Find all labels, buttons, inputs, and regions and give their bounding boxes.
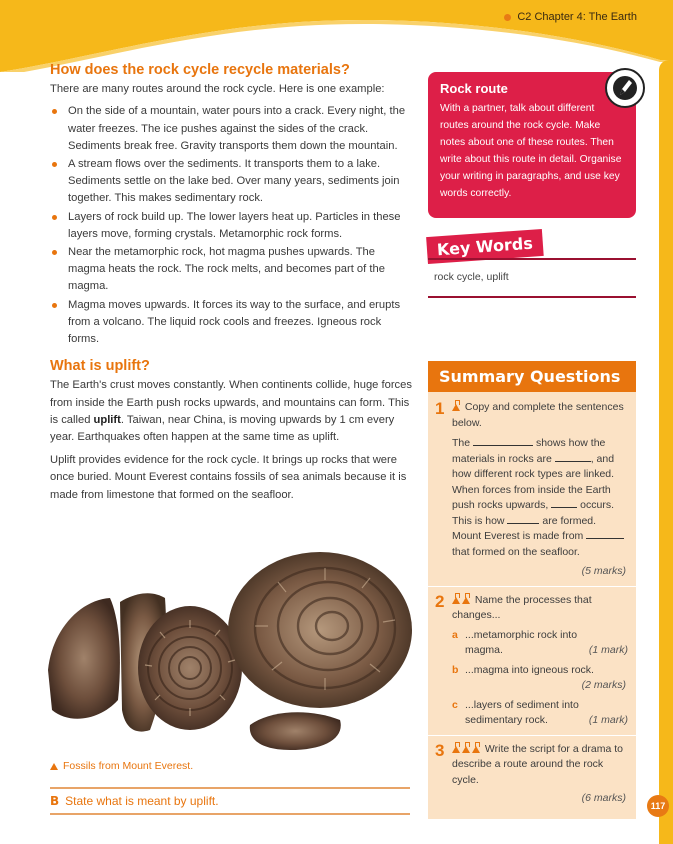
question-number: 2 <box>435 591 445 611</box>
section-heading-rock-cycle: How does the rock cycle recycle materials? <box>50 62 350 78</box>
marks: (5 marks) <box>581 565 626 577</box>
keyword-uplift: uplift <box>93 413 121 426</box>
bullet-icon <box>52 109 57 114</box>
divider <box>428 735 636 736</box>
flask-icon <box>452 742 461 753</box>
question-number: 3 <box>435 740 445 760</box>
sub-question-a: a ...metamorphic rock into magma. (1 mark) <box>452 628 628 656</box>
blank <box>507 514 539 524</box>
figure-caption: Fossils from Mount Everest. <box>50 760 193 772</box>
bullet-icon <box>52 215 57 220</box>
question-b-text: State what is meant by uplift. <box>65 794 219 808</box>
flask-icon <box>462 593 471 604</box>
rock-route-body: With a partner, talk about different routes around the rock cycle. Make notes about one of these routes. Then write about this route in detail. Organise your writing in paragraphs, and use key words correctly. <box>440 103 622 199</box>
blank <box>586 529 624 539</box>
summary-questions-box <box>428 361 636 819</box>
list-item: Magma moves upwards. It forces its way to the surface, and erupts from a volcano. The liquid rock cools and freezes. Igneous rock forms. <box>50 297 412 349</box>
marks: (6 marks) <box>581 792 626 804</box>
fossil-image <box>40 550 420 760</box>
page-edge-strip <box>659 60 673 844</box>
list-item: Layers of rock build up. The lower layers heat up. Particles in these layers move, forming crystals. Metamorphic rock forms. <box>50 209 412 243</box>
question-number: 1 <box>435 399 445 418</box>
triangle-icon <box>50 763 58 770</box>
summary-question-1: 1 Copy and complete the sentences below. The shows how the materials in rocks are , and how different rock types are linked. When forces from inside the Earth push rocks upwards, occurs. This is how are formed. Mount Everest is made from that formed on the seafloor. (5 marks) <box>428 400 636 580</box>
rock-route-box <box>428 72 636 218</box>
question-b-letter: B <box>50 794 60 808</box>
key-words-list: rock cycle, uplift <box>434 271 509 283</box>
uplift-paragraph-2: Uplift provides evidence for the rock cycle. It brings up rocks that were once buried. Mount Everest contains fossils of sea animals because it is made from limestone that formed on the seafloor. <box>50 454 407 501</box>
pen-icon <box>605 68 645 108</box>
intro-text: There are many routes around the rock cycle. Here is one example: <box>50 83 385 96</box>
chapter-title: C2 Chapter 4: The Earth <box>517 11 637 23</box>
bullet-icon <box>52 162 57 167</box>
key-words-divider-bottom <box>428 296 636 298</box>
key-words-divider-top <box>428 258 636 260</box>
flask-icon <box>472 742 481 753</box>
section-heading-uplift: What is uplift? <box>50 358 150 375</box>
question-b <box>50 787 410 815</box>
key-words-title: Key Words <box>426 229 544 264</box>
list-item: On the side of a mountain, water pours into a crack. Every night, the water freezes. The ice pushes against the sides of the crack. Sediments break free. Gravity transports them down the mountain. <box>50 103 412 155</box>
sub-question-c: c ...layers of sediment into sedimentary rock. (1 mark) <box>452 698 628 726</box>
cloze-text: The shows how the materials in rocks are , and how different rock types are linked. When forces from inside the Earth push rocks upwards, occurs. This is how are formed. Mount Everest is made from that formed on the seafloor. <box>452 436 628 560</box>
bullet-icon <box>52 250 57 255</box>
list-item: Near the metamorphic rock, hot magma pushes upwards. The magma heats the rock. The rock melts, and becomes part of the magma. <box>50 244 412 296</box>
blank <box>473 436 533 446</box>
flask-icon <box>462 742 471 753</box>
rock-cycle-list <box>50 103 412 348</box>
blank <box>551 498 577 508</box>
chapter-label <box>504 11 637 23</box>
blank <box>555 452 591 462</box>
list-item: A stream flows over the sediments. It transports them to a lake. Sediments settle on the lake bed. Over many years, sediments join together. This makes sedimentary rock. <box>50 156 412 208</box>
flask-icon <box>452 593 461 604</box>
uplift-paragraph-1: The Earth's crust moves constantly. When continents collide, huge forces from inside the Earth push rocks upwards, and mountains can form. This is called uplift. Taiwan, near China, is moving upwards by 1 cm every year. Earthquakes often happen at the same time as uplift. <box>50 379 412 444</box>
bullet-icon <box>52 303 57 308</box>
page-number: 117 <box>647 795 669 817</box>
summary-question-2: 2 Name the processes that changes... a ...metamorphic rock into magma. (1 mark) b ...magma into igneous rock. (2 marks) c ...layers of sediment into sedimentary rock. (1 mark) <box>428 593 636 729</box>
summary-title: Summary Questions <box>428 361 636 392</box>
sub-question-b: b ...magma into igneous rock. (2 marks) <box>452 663 626 691</box>
divider <box>428 586 636 587</box>
bullet-dot-icon <box>504 14 511 21</box>
main-column <box>50 62 412 510</box>
rock-route-title: Rock route <box>440 81 508 96</box>
summary-question-3: 3 Write the script for a drama to describe a route around the rock cycle. (6 marks) <box>428 742 636 807</box>
flask-icon <box>452 400 461 411</box>
